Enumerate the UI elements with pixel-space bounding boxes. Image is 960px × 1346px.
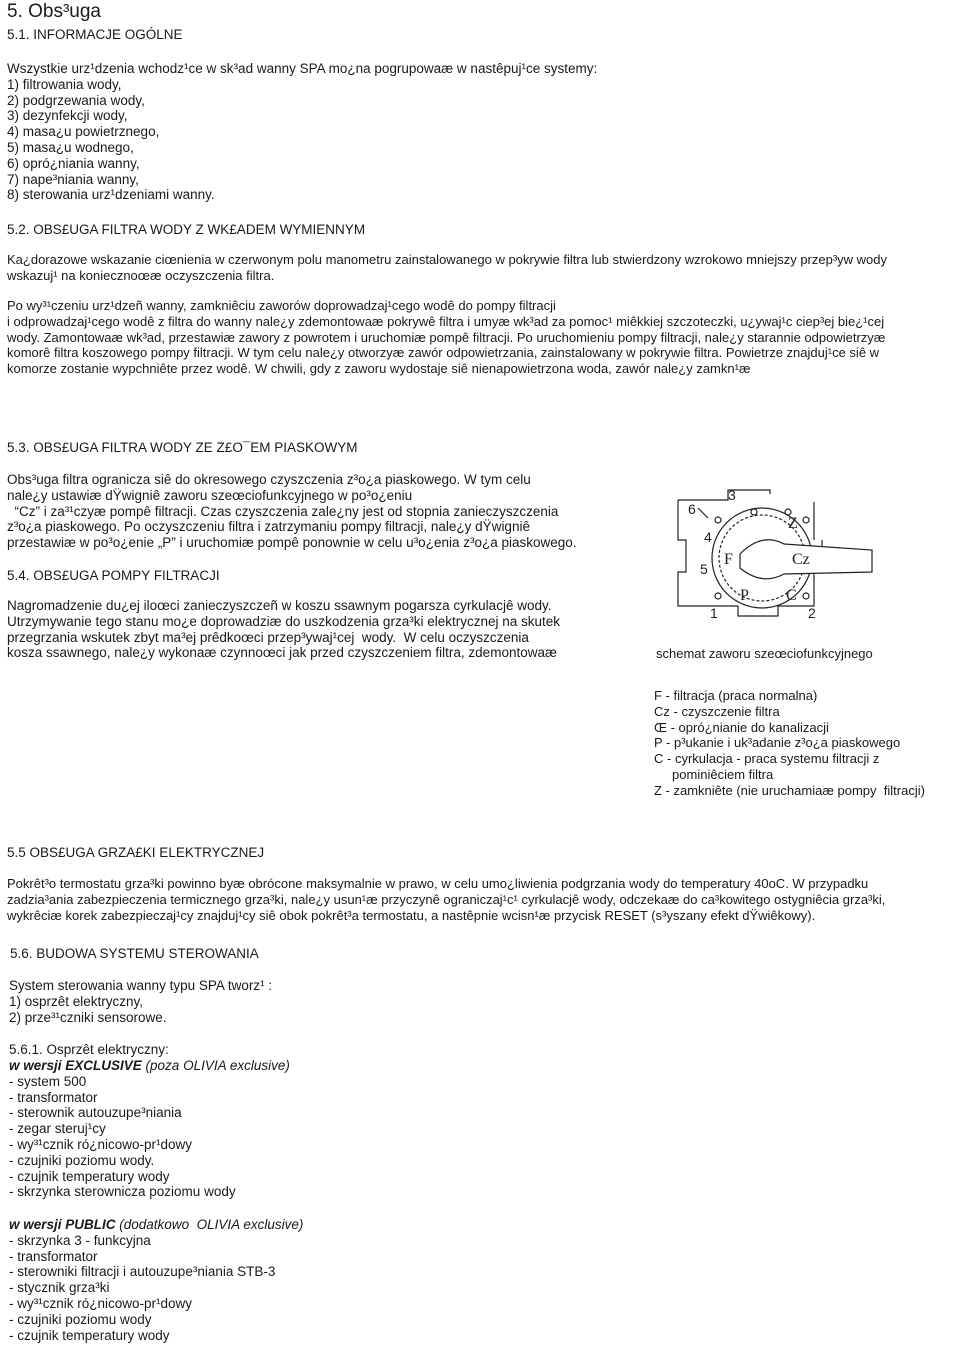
list-item: - system 500	[9, 1073, 87, 1089]
pointer-line	[698, 508, 708, 518]
public-title-note: (dodatkowo OLIVIA exclusive)	[115, 1217, 304, 1232]
heading-5-6-1: 5.6.1. Osprzêt elektryczny:	[9, 1042, 169, 1057]
section-title: 5. Obs³uga	[7, 1, 101, 22]
bolt	[751, 509, 757, 515]
paragraph-line: wody. Zamontowaæ wk³ad, przestawiæ zawory z powrotem i uruchomiæ pompê filtracji. Po uruchomieniu pompy filtracji, nale¿y starannie odpowietrzyæ	[7, 329, 886, 345]
public-title	[9, 1217, 303, 1233]
valve-legend	[654, 688, 925, 799]
valve-label: Z	[788, 515, 798, 532]
legend-item: P - p³ukanie i uk³adanie z³o¿a piaskowego	[654, 735, 901, 751]
paragraph-line: Utrzymywanie tego stanu mo¿e doprowadziæ do uszkodzenia grza³ki elektrycznej na skutek	[7, 613, 561, 629]
paragraph-line: z³o¿a piaskowego. Po oczyszczeniu filtra i zatrzymaniu pompy filtracji, nale¿y dŸwigniê	[7, 519, 530, 535]
list-item: - czujniki poziomu wody	[9, 1311, 152, 1327]
bolt	[715, 593, 721, 599]
s51-block	[7, 61, 597, 203]
bolt	[803, 593, 809, 599]
paragraph-line: Ka¿dorazowe wskazanie ciœnienia w czerwonym polu manometru zainstalowanego w pokrywie filtra lub stwierdzony wzrokowo mniejszy przep³yw wody	[7, 252, 888, 267]
s51-line: 2) podgrzewania wody,	[7, 92, 145, 108]
list-item: - czujnik temperatury wody	[9, 1168, 170, 1184]
list-item: - transformator	[9, 1248, 98, 1264]
valve-label: 4	[704, 529, 712, 545]
paragraph-line: “Cz” i za³¹czyæ pompê filtracji. Czas czyszczenia zale¿ny jest od stopnia zanieczyszczenia	[7, 503, 559, 519]
s52-paragraph-1	[7, 252, 887, 284]
paragraph-line: 1) osprzêt elektryczny,	[9, 993, 144, 1009]
s53-block	[7, 472, 577, 551]
heading-5-2: 5.2. OBS£UGA FILTRA WODY Z WK£ADEM WYMIENNYM	[7, 222, 366, 237]
list-item: - czujniki poziomu wody.	[9, 1152, 155, 1168]
paragraph-line: kosza ssawnego, nale¿y wykonaæ czynnoœci jak przed czyszczeniem filtra, zdemontowaæ	[7, 645, 557, 661]
list-item: - czujnik temperatury wody	[9, 1327, 170, 1343]
s56-block	[9, 978, 272, 1025]
paragraph-line: komorze zostanie wypchniête przez wodê. W chwili, gdy z zaworu wydostaje siê nienapowietrzona woda, zawór nale¿y zamkn¹æ	[7, 361, 751, 377]
public-title-bold: w wersji PUBLIC	[9, 1217, 116, 1232]
list-item: - wy³¹cznik ró¿nicowo-pr¹dowy	[9, 1136, 193, 1152]
list-item: - wy³¹cznik ró¿nicowo-pr¹dowy	[9, 1295, 193, 1311]
s51-line: 7) nape³niania wanny,	[7, 171, 139, 187]
s51-line: 3) dezynfekcji wody,	[7, 108, 128, 124]
s55-block	[7, 876, 885, 923]
s54-block	[7, 598, 560, 661]
paragraph-line: zadzia³ania zabezpieczenia termicznego grza³ki, nale¿y usun¹æ przyczynê ograniczaj¹c¹ cyrkulacjê wody, odczekaæ do ca³kowitego ostygniêcia grza³ki,	[7, 891, 886, 907]
list-item: - stycznik grza³ki	[9, 1280, 110, 1296]
heading-5-4: 5.4. OBS£UGA POMPY FILTRACJI	[7, 568, 220, 583]
public-list	[9, 1217, 303, 1343]
paragraph-line: Nagromadzenie du¿ej iloœci zanieczyszczeñ w koszu ssawnym pogarsza cyrkulacjê wody.	[7, 598, 552, 613]
six-way-valve-diagram	[676, 488, 876, 638]
legend-item: F - filtracja (praca normalna)	[654, 688, 818, 703]
paragraph-line: Po wy³¹czeniu urz¹dzeñ wanny, zamkniêciu zaworów doprowadzaj¹cego wodê do pompy filtracji	[7, 298, 556, 313]
heading-5-6: 5.6. BUDOWA SYSTEMU STEROWANIA	[10, 946, 259, 961]
valve-label: 6	[688, 501, 696, 517]
legend-item: Z - zamkniête (nie uruchamiaæ pompy filtracji)	[654, 782, 925, 798]
s51-line: 4) masa¿u powietrznego,	[7, 124, 160, 140]
paragraph-line: nale¿y ustawiæ dŸwigniê zaworu szeœciofunkcyjnego w po³o¿eniu	[7, 487, 413, 503]
paragraph-line: komorê filtra koszowego pompy filtracji. W tym celu nale¿y otworzyæ zawór odpowietrzania, zainstalowany w pokrywie filtra. Powietrze znajduj¹ce siê w	[7, 345, 880, 361]
diagram-caption: schemat zaworu szeœciofunkcyjnego	[656, 646, 873, 661]
list-item: - sterownik autouzupe³niania	[9, 1105, 182, 1121]
paragraph-line: Obs³uga filtra ogranicza siê do okresowego czyszczenia z³o¿a piaskowego. W tym celu	[7, 472, 531, 487]
valve-label: P	[740, 587, 749, 604]
legend-item: Cz - czyszczenie filtra	[654, 703, 780, 719]
s51-line: 6) opró¿niania wanny,	[7, 155, 140, 171]
s52-paragraph-2	[7, 298, 885, 377]
valve-label: 2	[808, 605, 816, 621]
s51-line: 5) masa¿u wodnego,	[7, 139, 134, 155]
legend-item: C - cyrkulacja - praca systemu filtracji z	[654, 751, 880, 767]
list-item: - transformator	[9, 1089, 98, 1105]
exclusive-list	[9, 1058, 290, 1200]
heading-5-1: 5.1. INFORMACJE OGÓLNE	[7, 27, 183, 42]
paragraph-line: przegrzania wskutek zbyt ma³ej prêdkoœci przep³ywaj¹cej wody. W celu oczyszczenia	[7, 629, 529, 645]
valve-outline	[678, 490, 770, 500]
heading-5-5: 5.5 OBS£UGA GRZA£KI ELEKTRYCZNEJ	[7, 845, 265, 860]
valve-label: F	[724, 551, 733, 568]
valve-label: C	[786, 587, 797, 604]
list-item: - skrzynka sterownicza poziomu wody	[9, 1184, 236, 1200]
paragraph-line: i odprowadzaj¹cego wodê z filtra do wanny nale¿y zdemontowaæ pokrywê filtra i umyæ wk³ad za pomoc¹ miêkkiej szczoteczki, u¿ywaj¹c ciep³ej bie¿¹cej	[7, 313, 885, 329]
exclusive-title-bold: w wersji EXCLUSIVE	[9, 1058, 142, 1073]
heading-5-3: 5.3. OBS£UGA FILTRA WODY ZE Z£O¯EM PIASKOWYM	[7, 440, 358, 455]
bolt	[715, 517, 721, 523]
exclusive-title	[9, 1058, 290, 1074]
s51-line: 1) filtrowania wody,	[7, 76, 122, 92]
bolt	[803, 517, 809, 523]
list-item: - sterowniki filtracji i autouzupe³niania STB-3	[9, 1264, 276, 1280]
paragraph-line: 2) prze³¹czniki sensorowe.	[9, 1009, 167, 1025]
paragraph-line: System sterowania wanny typu SPA tworz¹ :	[9, 978, 273, 993]
paragraph-line: wskazuj¹ na koniecznoœæ oczyszczenia filtra.	[7, 267, 275, 283]
valve-label: 1	[710, 605, 718, 621]
valve-label: Cz	[792, 551, 810, 568]
paragraph-line: przestawiæ w po³o¿enie „P” i uruchomiæ pompê ponownie w celu u³o¿enia z³o¿a piaskowego.	[7, 535, 577, 551]
paragraph-line: Pokrêt³o termostatu grza³ki powinno byæ obrócone maksymalnie w prawo, w celu umo¿liwienia podgrzania wody do temperatury 40oC. W przypadku	[7, 876, 869, 891]
list-item: - zegar steruj¹cy	[9, 1121, 106, 1137]
exclusive-title-note: (poza OLIVIA exclusive)	[141, 1058, 290, 1073]
valve-label: 3	[728, 488, 736, 503]
legend-item: pominiêciem filtra	[654, 766, 774, 782]
s51-line: 8) sterowania urz¹dzeniami wanny.	[7, 187, 215, 203]
s51-line: Wszystkie urz¹dzenia wchodz¹ce w sk³ad wanny SPA mo¿na pogrupowaæ w nastêpuj¹ce systemy:	[7, 61, 598, 76]
paragraph-line: wykrêciæ korek zabezpieczaj¹cy znajduj¹cy siê obok pokrêt³a termostatu, a nastêpnie wcisn¹æ przycisk RESET (s³yszany efekt dŸwiêkowy).	[7, 907, 816, 923]
legend-item: Œ - opró¿nianie do kanalizacji	[654, 719, 829, 735]
valve-label: 5	[700, 561, 708, 577]
list-item: - skrzynka 3 - funkcyjna	[9, 1232, 151, 1248]
